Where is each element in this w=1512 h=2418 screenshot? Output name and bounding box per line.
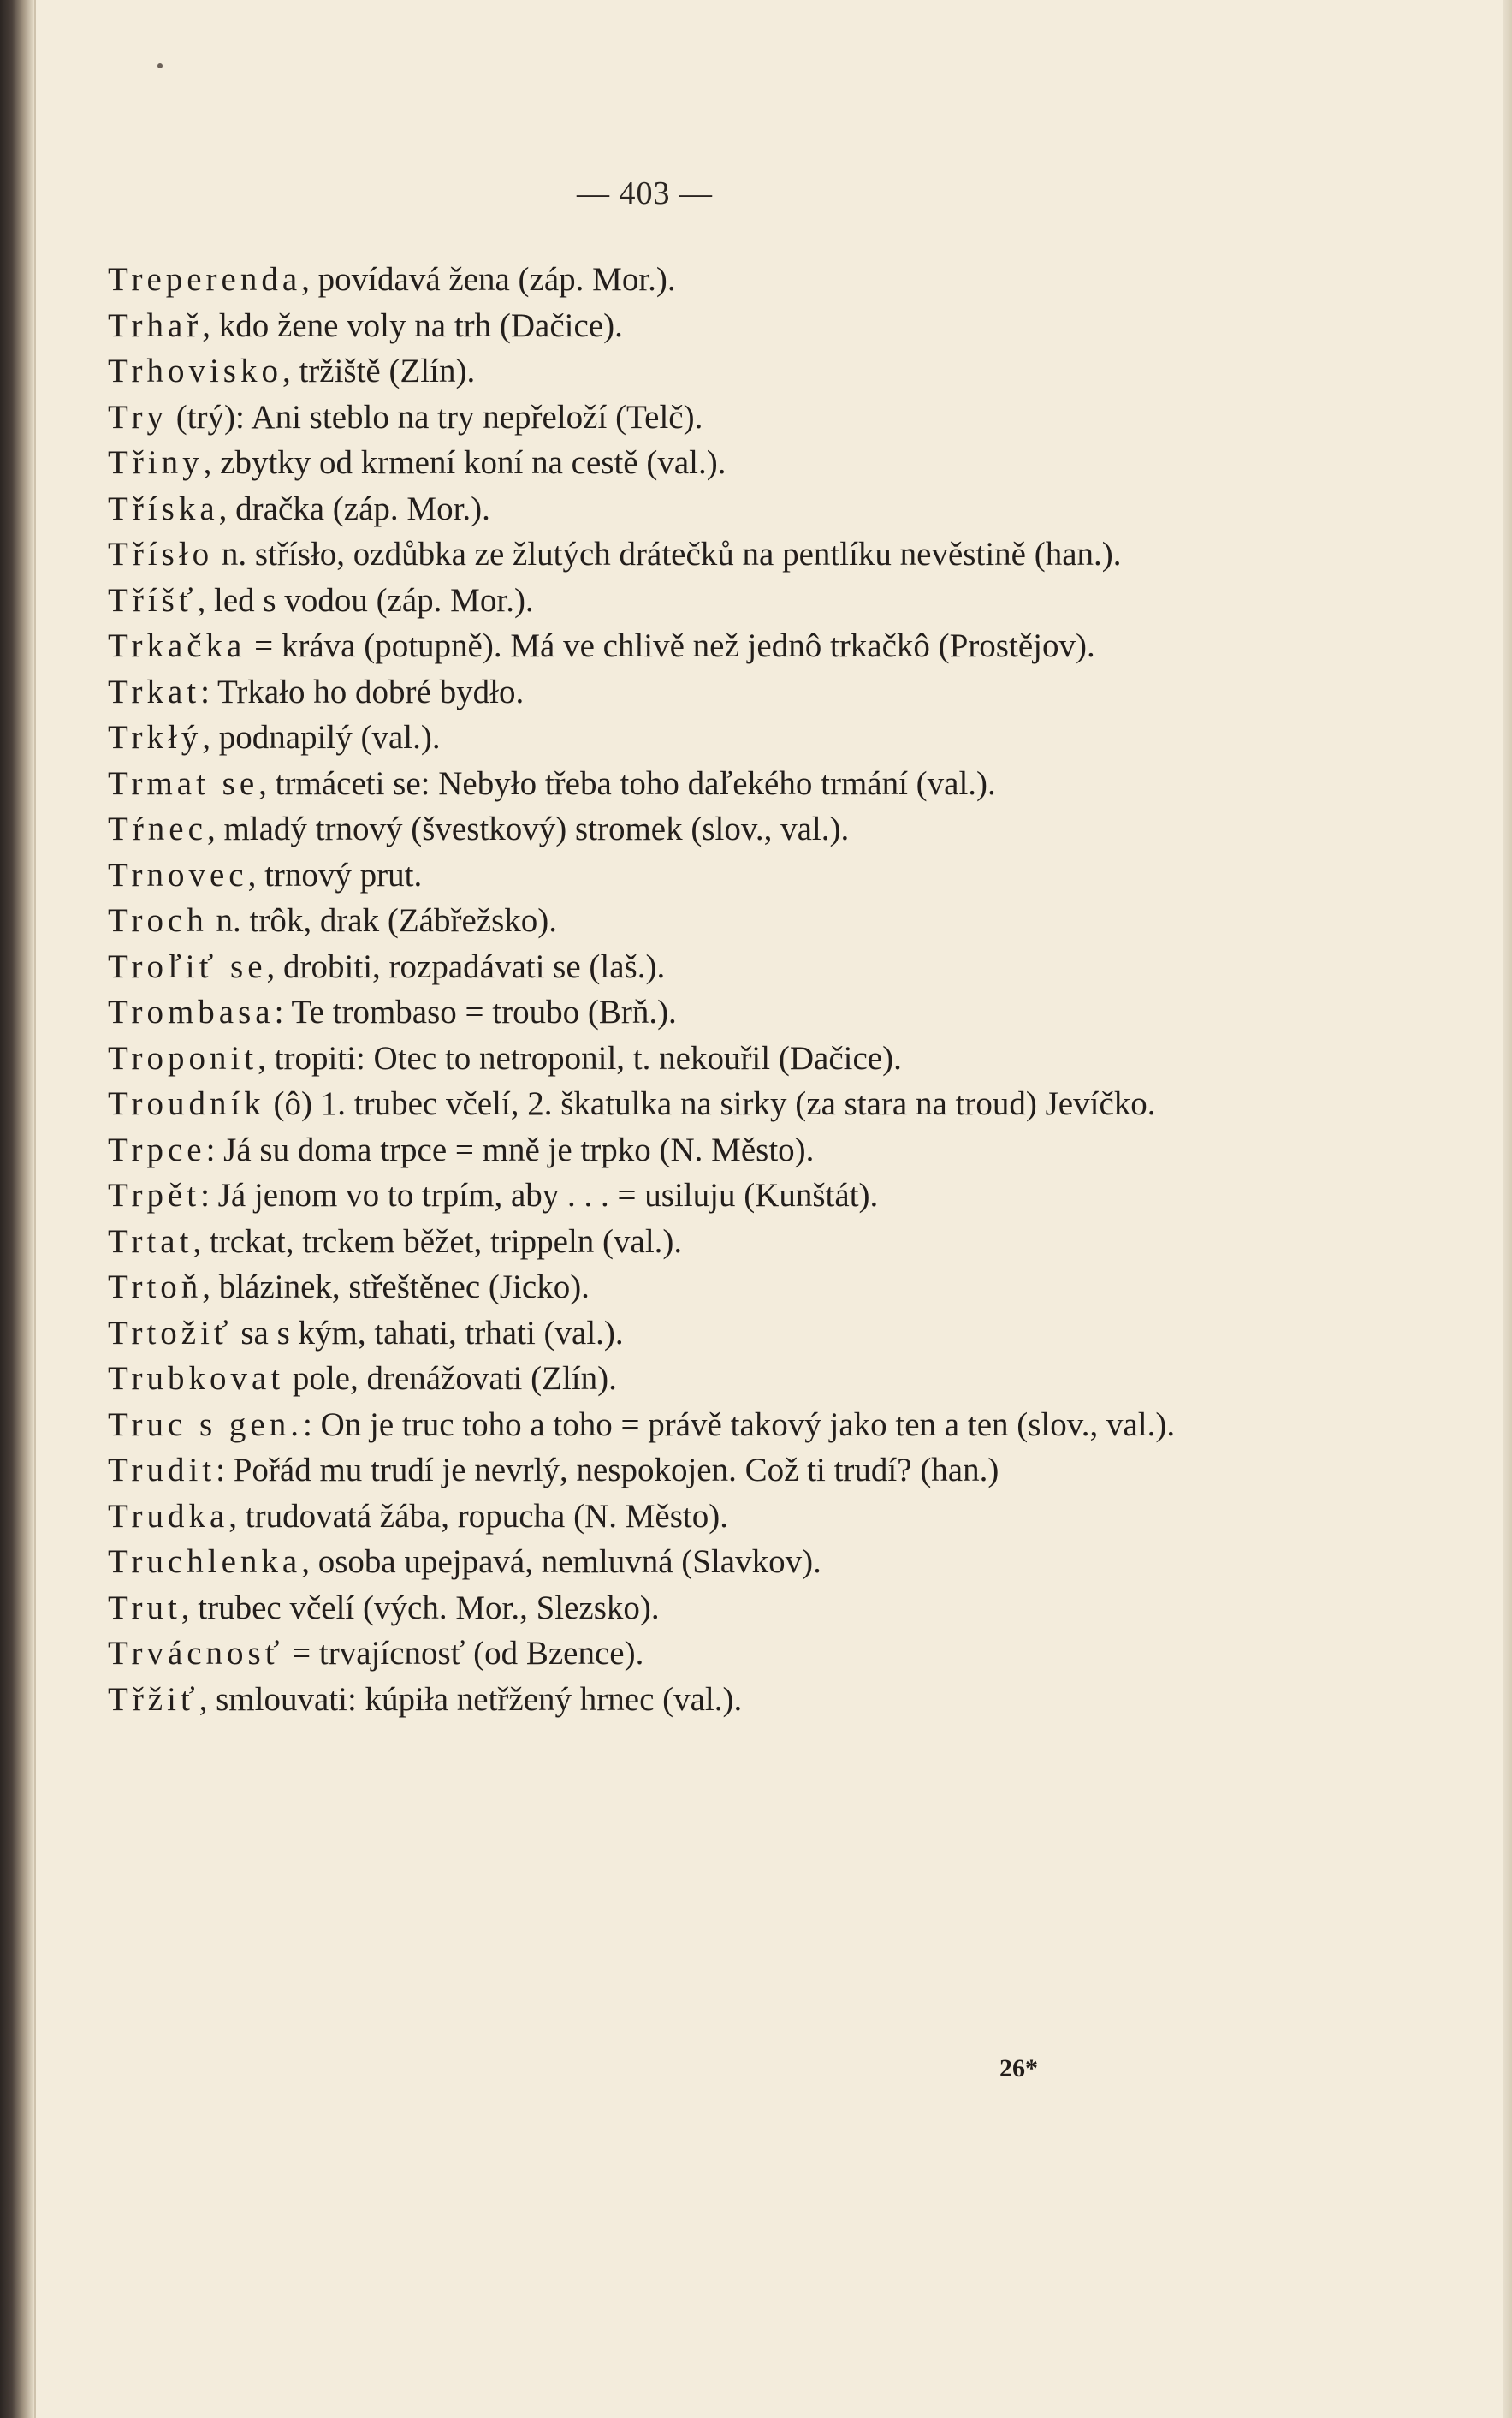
entry-headword: Tříšť bbox=[108, 581, 198, 619]
dictionary-entry bbox=[108, 532, 1212, 578]
entry-definition: , trnový prut. bbox=[247, 856, 423, 894]
page-edge-line bbox=[34, 0, 36, 2418]
entry-definition: , zbytky od krmení koní na cestě (val.). bbox=[203, 444, 726, 481]
entry-headword: Truchlenka bbox=[108, 1543, 302, 1580]
entry-headword: Trut bbox=[108, 1589, 181, 1626]
entry-headword: Truc s gen. bbox=[108, 1405, 303, 1443]
entry-headword: Trpět bbox=[108, 1177, 201, 1214]
dictionary-entry bbox=[108, 898, 1212, 944]
entry-definition: , blázinek, střeštěnec (Jicko). bbox=[202, 1268, 590, 1305]
dictionary-entry bbox=[108, 1677, 1212, 1723]
entry-headword: Tříska bbox=[108, 490, 219, 527]
entry-headword: Try bbox=[108, 398, 168, 436]
dictionary-entry bbox=[108, 1356, 1212, 1402]
dictionary-entry bbox=[108, 348, 1212, 395]
dictionary-entry bbox=[108, 303, 1212, 349]
dictionary-entry bbox=[108, 1494, 1212, 1540]
entry-headword: Trmat se bbox=[108, 764, 259, 802]
dictionary-entry bbox=[108, 1631, 1212, 1677]
dictionary-entry bbox=[108, 853, 1212, 899]
entry-definition: , kdo žene voly na trh (Dačice). bbox=[202, 306, 623, 344]
entry-headword: Třžiť bbox=[108, 1680, 199, 1718]
dictionary-entry bbox=[108, 944, 1212, 990]
entry-headword: Třiny bbox=[108, 444, 204, 481]
dictionary-entry bbox=[108, 440, 1212, 486]
entry-headword: Trkat bbox=[108, 673, 201, 710]
dictionary-entry bbox=[108, 578, 1212, 624]
entry-headword: Troľiť se bbox=[108, 948, 267, 985]
entry-headword: Troudník bbox=[108, 1085, 265, 1122]
dictionary-entry bbox=[108, 1127, 1212, 1173]
paper-speck bbox=[157, 63, 163, 68]
page-right-edge bbox=[1503, 0, 1512, 2418]
entry-definition: : Já su doma trpce = mně je trpko (N. Město). bbox=[205, 1131, 815, 1168]
entry-headword: Třísło bbox=[108, 536, 214, 573]
entry-definition: , osoba upejpavá, nemluvná (Slavkov). bbox=[301, 1543, 821, 1580]
entry-definition: , mladý trnový (švestkový) stromek (slov., val.). bbox=[206, 811, 850, 847]
entry-definition: , podnapilý (val.). bbox=[202, 719, 441, 756]
entry-definition: , trckat, trckem běžet, trippeln (val.). bbox=[193, 1222, 683, 1260]
entry-headword: Tŕnec bbox=[108, 811, 207, 847]
entry-definition: (ô) 1. trubec včelí, 2. škatulka na sirky (za stara na troud) Jevíčko. bbox=[264, 1085, 1156, 1122]
entry-definition: = kráva (potupně). Má ve chlivě než jednô trkačkô (Prostějov). bbox=[246, 627, 1095, 664]
dictionary-entry bbox=[108, 715, 1212, 761]
dictionary-entry bbox=[108, 623, 1212, 669]
entry-definition: , tržiště (Zlín). bbox=[282, 353, 476, 389]
entry-definition: pole, drenážovati (Zlín). bbox=[284, 1360, 617, 1397]
entry-headword: Treperenda bbox=[108, 261, 302, 298]
entry-definition: , trmáceti se: Nebyło třeba toho daľekého trmání (val.). bbox=[258, 764, 996, 802]
entry-definition: : Já jenom vo to trpím, aby . . . = usiluju (Kunštát). bbox=[200, 1177, 879, 1214]
entry-headword: Trtoň bbox=[108, 1268, 203, 1305]
dictionary-entry bbox=[108, 395, 1212, 441]
entry-definition: , led s vodou (záp. Mor.). bbox=[197, 581, 534, 619]
entry-headword: Trhovisko bbox=[108, 353, 282, 389]
entry-definition: = trvajícnosť (od Bzence). bbox=[283, 1635, 644, 1672]
book-binding-shadow bbox=[0, 0, 34, 2418]
entry-definition: : Trkało ho dobré bydło. bbox=[200, 673, 525, 710]
entry-definition: : Te trombaso = troubo (Brň.). bbox=[274, 994, 677, 1031]
entry-headword: Trpce bbox=[108, 1131, 206, 1168]
entry-headword: Trkłý bbox=[108, 719, 203, 756]
dictionary-entry bbox=[108, 989, 1212, 1036]
entry-definition: , dračka (záp. Mor.). bbox=[218, 490, 490, 527]
dictionary-entry bbox=[108, 1310, 1212, 1357]
entry-definition: , drobiti, rozpadávati se (laš.). bbox=[266, 948, 666, 985]
dictionary-entry bbox=[108, 1173, 1212, 1219]
entry-definition: , tropiti: Otec to netroponil, t. nekouřil (Dačice). bbox=[258, 1039, 902, 1077]
entry-headword: Troch bbox=[108, 902, 208, 939]
dictionary-entry bbox=[108, 1447, 1212, 1494]
entry-headword: Trombasa bbox=[108, 994, 275, 1031]
dictionary-entry bbox=[108, 761, 1212, 807]
entry-headword: Trnovec bbox=[108, 856, 248, 894]
entry-headword: Trtat bbox=[108, 1222, 193, 1260]
dictionary-entry bbox=[108, 1219, 1212, 1265]
entry-headword: Trudka bbox=[108, 1497, 229, 1535]
dictionary-entry bbox=[108, 1264, 1212, 1310]
entry-definition: : On je truc toho a toho = právě takový jako ten a ten (slov., val.). bbox=[303, 1405, 1176, 1443]
page-number: — 403 — bbox=[577, 175, 713, 211]
entry-definition: , smlouvati: kúpiła netřžený hrnec (val.). bbox=[199, 1680, 743, 1718]
entry-headword: Trhař bbox=[108, 306, 203, 344]
entry-definition: , povídavá žena (záp. Mor.). bbox=[301, 261, 676, 298]
dictionary-entry bbox=[108, 1585, 1212, 1631]
entry-headword: Troponit bbox=[108, 1039, 258, 1077]
entry-headword: Trtožiť bbox=[108, 1314, 233, 1352]
dictionary-entry bbox=[108, 257, 1212, 303]
entry-definition: n. trôk, drak (Zábřežsko). bbox=[207, 902, 558, 939]
entry-definition: , trubec včelí (vých. Mor., Slezsko). bbox=[181, 1589, 660, 1626]
dictionary-entry bbox=[108, 1036, 1212, 1082]
entry-definition: (trý): Ani steblo na try nepřeloží (Telč). bbox=[167, 398, 703, 436]
dictionary-entry bbox=[108, 1081, 1212, 1127]
entry-headword: Trvácnosť bbox=[108, 1635, 284, 1672]
entry-headword: Trubkovat bbox=[108, 1360, 285, 1397]
dictionary-entry bbox=[108, 806, 1212, 853]
entry-headword: Trudit bbox=[108, 1452, 216, 1488]
dictionary-entry bbox=[108, 1402, 1212, 1448]
entry-headword: Trkačka bbox=[108, 627, 246, 664]
entry-definition: sa s kým, tahati, trhati (val.). bbox=[232, 1314, 624, 1352]
dictionary-entry bbox=[108, 486, 1212, 532]
dictionary-entries bbox=[108, 257, 1212, 1722]
entry-definition: : Pořád mu trudí je nevrlý, nespokojen. Což ti trudí? (han.) bbox=[216, 1452, 999, 1488]
printer-signature-mark: 26* bbox=[999, 2054, 1038, 2082]
dictionary-entry bbox=[108, 669, 1212, 716]
dictionary-entry bbox=[108, 1539, 1212, 1585]
entry-definition: , trudovatá žába, ropucha (N. Město). bbox=[228, 1497, 728, 1535]
entry-definition: n. střísło, ozdůbka ze žlutých drátečků na pentlíku nevěstině (han.). bbox=[213, 536, 1122, 573]
